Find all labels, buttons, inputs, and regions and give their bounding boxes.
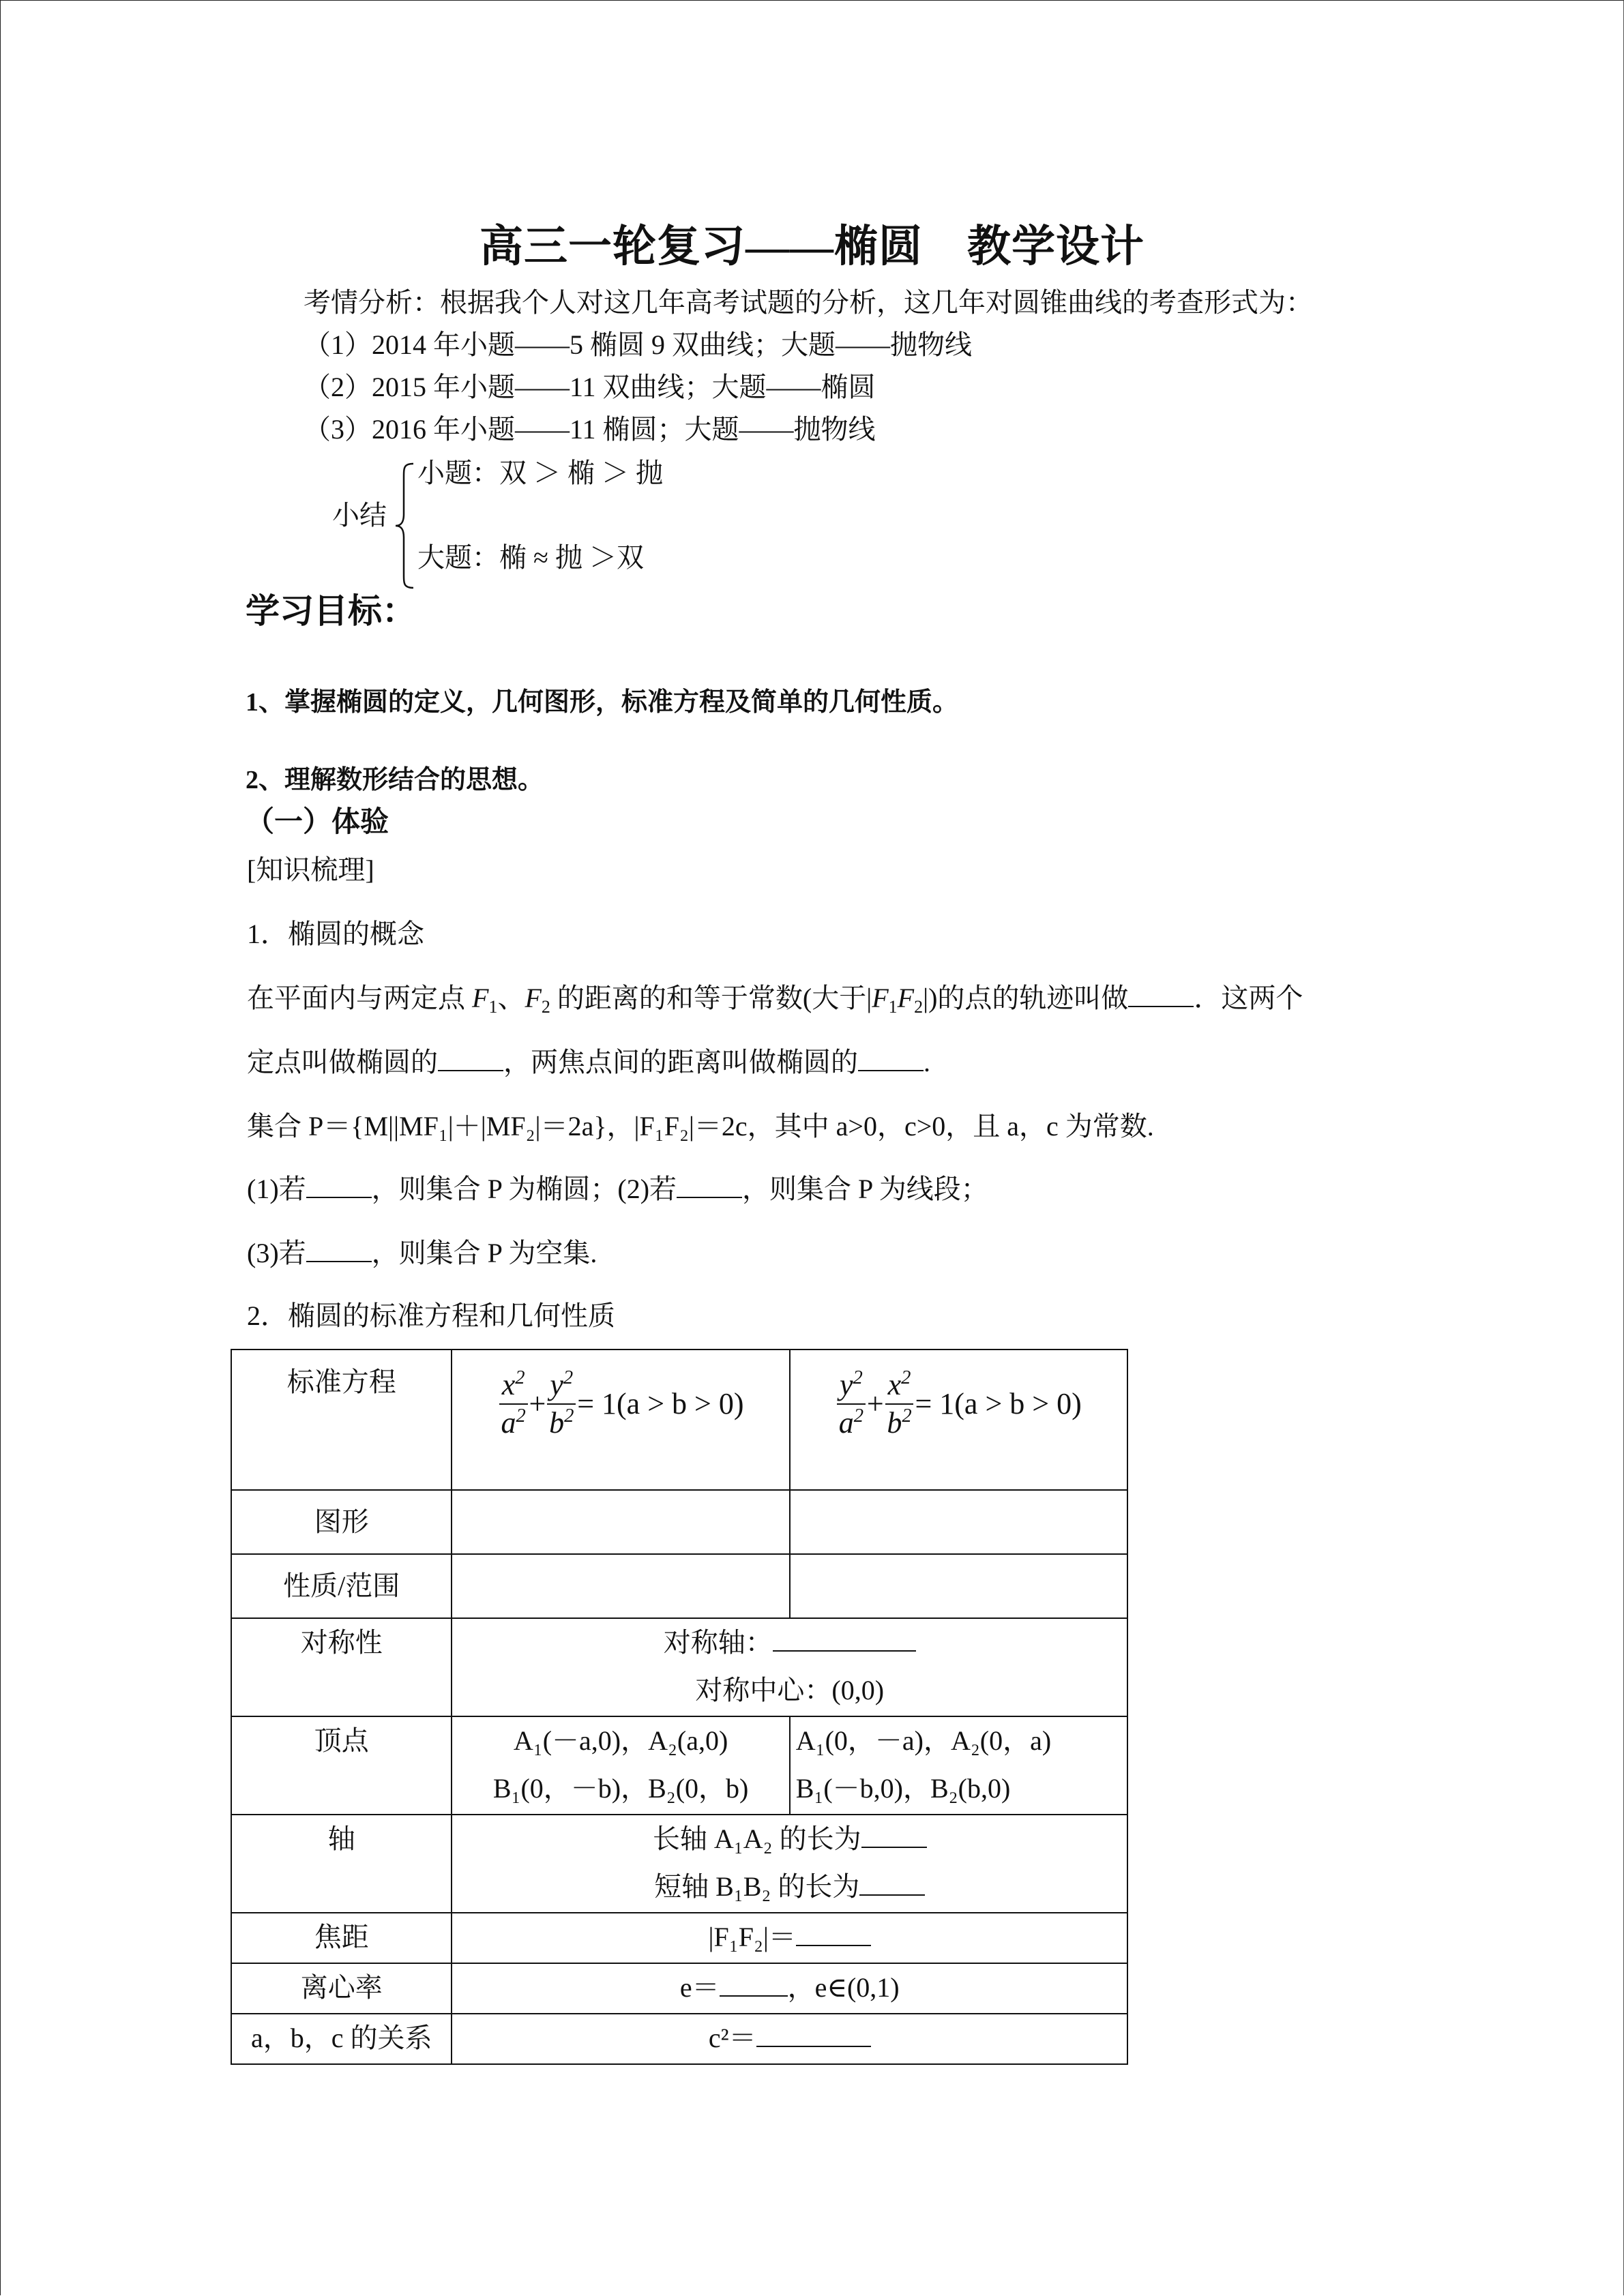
left-brace-icon [394, 462, 415, 589]
cell-vertex-horizontal: A₁(－a,0)，A₂(a,0) B₁(0，－b)，B₂(0，b) [452, 1716, 789, 1815]
table-row [231, 2014, 1127, 2064]
cell-shape-vertical[interactable] [790, 1490, 1127, 1554]
cell-focal-content: |F₁F₂|＝ [452, 1913, 1127, 1963]
cell-symmetry-label: 对称性 [231, 1618, 452, 1716]
blank-major-axis[interactable] [861, 1823, 927, 1848]
cell-shape-label: 图形 [231, 1490, 452, 1554]
goal-item-2: 2、理解数形结合的思想。 [246, 766, 544, 794]
knowledge-heading: [知识梳理] [247, 854, 374, 885]
blank-focal-length[interactable] [796, 1922, 871, 1946]
table-row [231, 1490, 1127, 1554]
cell-abc-label: a，b，c 的关系 [231, 2014, 452, 2064]
table-row [231, 1618, 1127, 1716]
cell-vertex-label: 顶点 [231, 1716, 452, 1815]
table-heading: 2．椭圆的标准方程和几何性质 [247, 1300, 615, 1331]
cell-symmetry-content: 对称轴： 对称中心：(0,0) [452, 1618, 1127, 1716]
cell-vertex-vertical: A₁(0，－a)，A₂(0，a) B₁(－b,0)，B₂(b,0) [790, 1716, 1127, 1815]
blank-minor-axis[interactable] [859, 1871, 925, 1896]
analysis-item-2015: （2）2015 年小题——11 双曲线；大题——椭圆 [304, 372, 876, 402]
analysis-item-2016: （3）2016 年小题——11 椭圆；大题——抛物线 [304, 414, 876, 445]
ellipse-properties-table [231, 1349, 1128, 2065]
definition-line-1: 在平面内与两定点 $F_1$、$F_2$ 的距离的和等于常数(大于$|F_1F_2|$)的点的轨迹叫做 ．这两个 [247, 983, 1303, 1017]
table-row [231, 1350, 1127, 1490]
cell-range-label: 性质/范围 [231, 1554, 452, 1618]
analysis-item-2014: （1）2014 年小题——5 椭圆 9 双曲线；大题——抛物线 [304, 329, 972, 360]
cell-range-horizontal[interactable] [452, 1554, 789, 1618]
blank-eccentricity[interactable] [720, 1972, 788, 1997]
cell-abc-content: c²＝ [452, 2014, 1127, 2064]
goals-heading: 学习目标： [246, 592, 416, 630]
table-row [231, 1554, 1127, 1618]
cell-axis-content: 长轴 A₁A₂ 的长为 短轴 B₁B₂ 的长为 [452, 1815, 1127, 1913]
blank-case-2[interactable] [677, 1174, 742, 1198]
cell-equation-vertical: $\frac{y^2}{a^2}$ + $\frac{x^2}{b^2}$ = 1(a > b > 0) [790, 1350, 1127, 1490]
blank-symmetry-axis[interactable] [773, 1627, 916, 1652]
summary-small-questions: 小题：双 ＞ 椭 ＞ 抛 [417, 458, 663, 488]
table-row [231, 1963, 1127, 2014]
concept-heading: 1．椭圆的概念 [247, 919, 424, 949]
case-line-3: (3)若 ，则集合 P 为空集. [247, 1238, 597, 1268]
table-row [231, 1913, 1127, 1963]
summary-big-questions: 大题：椭 ≈ 抛 ＞双 [417, 542, 644, 573]
page-title: 高三一轮复习——椭圆 教学设计 [479, 222, 1145, 271]
goal-item-1: 1、掌握椭圆的定义，几何图形，标准方程及简单的几何性质。 [246, 688, 959, 717]
cell-focal-label: 焦距 [231, 1913, 452, 1963]
definition-line-2: 定点叫做椭圆的 ，两焦点间的距离叫做椭圆的 . [247, 1047, 930, 1077]
table-row [231, 1716, 1127, 1815]
cell-shape-horizontal[interactable] [452, 1490, 789, 1554]
analysis-intro: 考情分析：根据我个人对这几年高考试题的分析，这几年对圆锥曲线的考查形式为： [304, 287, 1313, 318]
summary-label: 小结 [332, 500, 387, 531]
set-definition-line: 集合 P＝{M||MF₁|＋|MF₂|＝2a}，|F₁F₂|＝2c，其中 a>0，c>0，且 a，c 为常数. [247, 1111, 1154, 1142]
cell-eccentricity-content: e＝ ，e∈(0,1) [452, 1963, 1127, 2014]
blank-focal-distance[interactable] [858, 1047, 924, 1071]
case-line-1: (1)若 ，则集合 P 为椭圆；(2)若 ，则集合 P 为线段； [247, 1174, 988, 1204]
blank-case-3[interactable] [306, 1238, 372, 1262]
section-experience-heading: （一）体验 [246, 807, 389, 838]
cell-standard-equation-label: 标准方程 [231, 1350, 452, 1490]
cell-eccentricity-label: 离心率 [231, 1963, 452, 2014]
blank-case-1[interactable] [306, 1174, 372, 1198]
cell-axis-label: 轴 [231, 1815, 452, 1913]
blank-c-squared[interactable] [756, 2023, 871, 2047]
blank-focus[interactable] [438, 1047, 503, 1071]
table-row [231, 1815, 1127, 1913]
cell-range-vertical[interactable] [790, 1554, 1127, 1618]
cell-equation-horizontal: $\frac{x^2}{a^2}$ + $\frac{y^2}{b^2}$ = 1(a > b > 0) [452, 1350, 789, 1490]
blank-ellipse[interactable] [1128, 983, 1194, 1007]
